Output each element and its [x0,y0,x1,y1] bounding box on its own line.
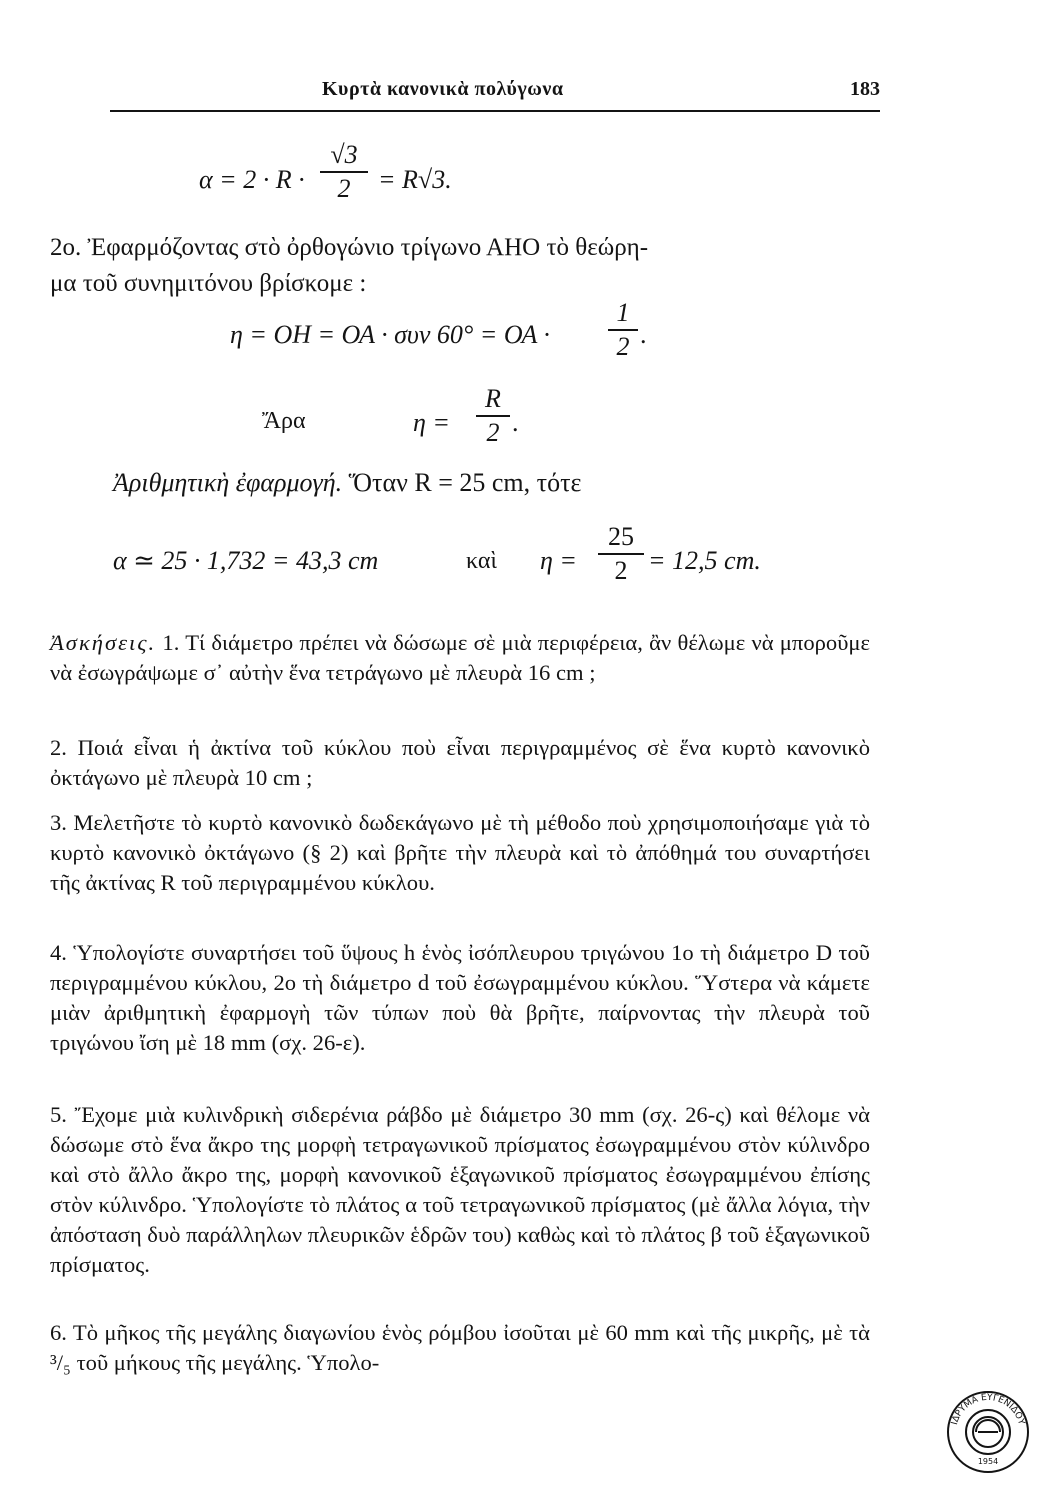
eq1-numerator: √3 [330,140,358,169]
eq1-lhs: α = 2 · R · [199,165,305,194]
eq2-fraction [608,298,638,362]
exercise-6: 6. Τὸ μῆκος τῆς μεγάλης διαγωνίου ἑνὸς ρόμβου ἰσοῦται μὲ 60 mm καὶ τῆς μικρῆς, μὲ τὰ ³/₅ τοῦ μήκους τῆς μεγάλης. Ὑπολο- [50,1320,870,1375]
eq2-numerator: 1 [616,298,630,327]
paragraph-cosine-theorem: 2ο. Ἐφαρμόζοντας στὸ ὀρθογώνιο τρίγωνο ΑΗΟ τὸ θεώρη- μα τοῦ συνημιτόνου βρίσκομε : [50,234,649,297]
header-title: Κυρτὰ κανονικὰ πολύγωνα [322,78,564,100]
eq3-denominator: 2 [486,418,500,447]
running-header [110,76,880,106]
eq4-alpha: α ≃ 25 · 1,732 = 43,3 cm [113,546,379,575]
fraction-bar [476,415,510,417]
page-number: 183 [850,78,880,100]
eq2-denominator: 2 [616,332,630,361]
fraction-bar [608,329,638,331]
svg-text:ΙΔΡΥΜΑ ΕΥΓΕΝΙΔΟΥ: ΙΔΡΥΜΑ ΕΥΓΕΝΙΔΟΥ [949,1392,1027,1427]
exercise-2: 2. Ποιά εἶναι ἡ ἀκτίνα τοῦ κύκλου ποὺ εἶναι περιγραμμένος σὲ ἕνα κυρτὸ κανονικὸ ὀκτάγωνο μὲ πλευρὰ 10 cm ; [50,735,870,790]
header-rule [110,110,880,112]
numerical-application [113,468,581,498]
eq2-lhs: η = ΟΗ = ΟΑ · συν 60° = ΟΑ · [230,320,550,349]
application-text: Ὅταν R = 25 cm, τότε [348,468,582,497]
foundation-seal-icon [946,1390,1030,1474]
exercise-1-text: 1. Τί διάμετρο πρέπει νὰ δώσωμε σὲ μιὰ περιφέρεια, ἂν θέλωμε νὰ μποροῦμε νὰ ἐσωγράψωμε σ᾽ αὐτὴν ἕνα τετράγωνο μὲ πλευρὰ 16 cm ; [50,630,870,685]
eq3-end: . [512,408,519,437]
exercises-heading: Ἀσκήσεις. [50,630,157,655]
eq4-result: = 12,5 cm. [648,546,761,575]
eq3-lhs: η = [413,408,450,437]
eq4-kai: καὶ [466,548,497,574]
application-label: Ἀριθμητικὴ ἐφαρμογή. [113,468,343,497]
eq1-rhs: = R√3. [378,165,452,194]
exercise-4: 4. Ὑπολογίστε συναρτήσει τοῦ ὕψους h ἑνὸς ἰσόπλευρου τριγώνου 1ο τὴ διάμετρο D τοῦ περιγραμμένου κύκλου, 2ο τὴ διάμετρο d τοῦ ἐσωγραμμένου κύκλου. Ὕστερα νὰ κάμετε μιὰν ἀριθμητικὴ ἐφαρμογὴ τῶν τύπων ποὺ θὰ βρῆτε, παίρνοντας τὴν πλευρὰ τοῦ τριγώνου ἴση μὲ 18 mm (σχ. 26-ε). [50,940,870,1055]
exercise-3: 3. Μελετῆστε τὸ κυρτὸ κανονικὸ δωδεκάγωνο μὲ τὴ μέθοδο ποὺ χρησιμοποιήσαμε γιὰ τὸ κυρτὸ κανονικὸ ὀκτάγωνο (§ 2) καὶ βρῆτε τὴν πλευρὰ καὶ τὸ ἀπόθημά του συναρτήσει τῆς ἀκτίνας R τοῦ περιγραμμένου κύκλου. [50,810,870,895]
eq4-denominator: 2 [614,556,628,585]
eq3-label: Ἄρα [262,408,306,434]
eq1-fraction [320,140,368,204]
eq4-numerator: 25 [608,522,634,551]
eq4-eta: η = [540,546,577,575]
exercise-5: 5. Ἔχομε μιὰ κυλινδρικὴ σιδερένια ράβδο μὲ διάμετρο 30 mm (σχ. 26-ς) καὶ θέλομε νὰ δώσωμε στὸ ἕνα ἄκρο της μορφὴ τετραγωνικοῦ πρίσματος ἐσωγραμμένου στὸν κύλινδρο καὶ στὸ ἄλλο ἄκρο της, μορφὴ κανονικοῦ ἑξαγωνικοῦ πρίσματος ἐσωγραμμένου ἐπίσης στὸν κύλινδρο. Ὑπολογίστε τὸ πλάτος α τοῦ τετραγωνικοῦ πρίσματος (μὲ ἄλλα λόγια, τὴν ἀπόσταση δυὸ παράλληλων πλευρικῶν ἑδρῶν του) καθὼς καὶ τὸ πλάτος β τοῦ ἑξαγωνικοῦ πρίσματος. [50,1102,870,1277]
fraction-bar [320,171,368,173]
eq2-end: . [640,320,647,349]
eq4-fraction [598,522,644,586]
svg-text:1954: 1954 [977,1457,999,1466]
eq1-denominator: 2 [337,174,351,203]
fraction-bar [598,553,644,555]
eq3-fraction [476,384,510,448]
exercise-1 [50,628,870,688]
eq3-numerator: R [485,384,501,413]
